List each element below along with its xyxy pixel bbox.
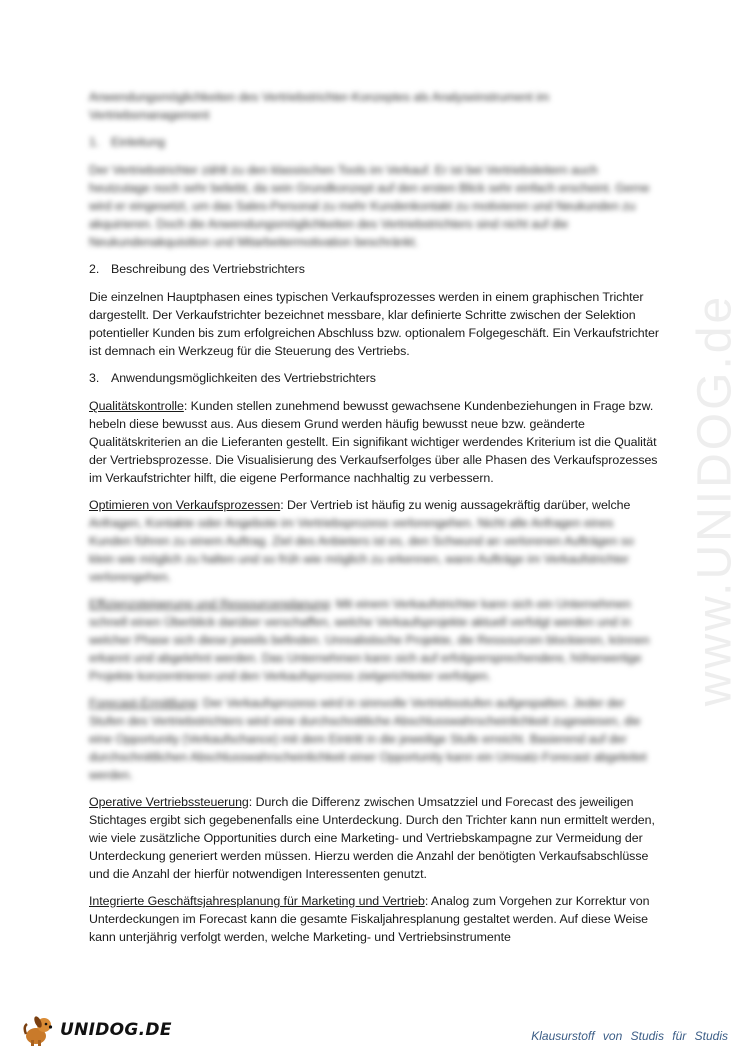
footer-logo[interactable] bbox=[22, 1012, 172, 1048]
section-number: 2. bbox=[89, 262, 100, 276]
section-1-paragraph: Der Vertriebstrichter zählt zu den klassischen Tools im Verkauf. Er ist bei Vertriebsleitern auch heutzutage noch sehr beliebt, da sein Grundkonzept auf den ersten Blick sehr einfach erscheint. Gerne wird er eingesetzt, um das Sales-Personal zu mehr Kundenkontakt zu motivieren und Neukunden zu akquirieren. Doch die Anwendungsmöglichkeiten des Vertriebstrichters sind nicht auf die Neukundenakquisition und Mitarbeitermotivation beschränkt. bbox=[89, 163, 650, 249]
section-number: 3. bbox=[89, 371, 100, 385]
logo-text: UNIDOG.DE bbox=[60, 1020, 172, 1040]
document-body bbox=[89, 88, 659, 955]
paragraph-text: : Mit einem Verkaufstrichter kann sich ein Unternehmen schnell einen Überblick darüber verschaffen, welche Verkaufsprojekte aktuell verfolgt werden und in welcher Phase sich diese jeweils befinden. Unrealistische Projekte, die Ressourcen blockieren, können erkannt und abgelehnt werden. Das Unternehmen kann sich auf erfolgversprechendere, höherwertige Projekte konzentrieren und den Verkaufsprozess zielgerichteter verfolgen. bbox=[89, 597, 650, 683]
section-3-heading bbox=[89, 369, 659, 387]
term-label: Integrierte Geschäftsjahresplanung für Marketing und Vertrieb bbox=[89, 894, 425, 908]
paragraph-text: : Analog zum Vorgehen zur Korrektur von Unterdeckungen im Forecast kann die gesamte Fiskaljahresplanung gestaltet werden. Auf diese Weise kann unterjährig verfolgt werden, welche Marketing- und Vertriebsinstrumente bbox=[89, 894, 650, 944]
section-title: Einleitung bbox=[111, 135, 165, 149]
paragraph-text: : Durch die Differenz zwischen Umsatzziel und Forecast des jeweiligen Stichtages ergibt sich gegebenenfalls eine Unterdeckung. Durch den Trichter kann nun ermittelt werden, wie viele zusätzliche Opportunities durch eine Marketing- und Vertriebskampagne zur Vermeidung der Unterdeckung generiert werden müssen. Hierzu werden die Anzahl der benötigten Verkaufsabschlüsse und die Anzahl der hierfür notwendigen Interessenten genutzt. bbox=[89, 795, 655, 881]
watermark: www.UNIDOG.de bbox=[688, 293, 742, 707]
section-2-heading bbox=[89, 260, 659, 278]
term-label: Effizienzsteigerung und Ressourcenplanung bbox=[89, 597, 330, 611]
section-title: Beschreibung des Vertriebstrichters bbox=[111, 262, 305, 276]
paragraph-text-blurred: Anfragen, Kontakte oder Angebote im Vertriebsprozess verlorengehen. Nicht alle Anfragen eines Kunden führen zu einem Auftrag. Ziel des Anbieters ist es, den Schwund an verlorenen Aufträgen so klein wie möglich zu halten und so früh wie möglich zu erkennen, wann Aufträge im Verkaufstrichter verlorengehen. bbox=[89, 516, 634, 584]
paragraph-text: : Der Vertrieb ist häufig zu wenig aussagekräftig darüber, welche bbox=[280, 498, 631, 512]
section-2-paragraph: Die einzelnen Hauptphasen eines typischen Verkaufsprozesses werden in einem graphischen Trichter dargestellt. Der Verkaufstrichter bezeichnet messbare, klar definierte Schritte zwischen der Selektion potentieller Kunden bis zum erfolgreichen Abschluss bzw. optionalem Folgegeschäft. Ein Verkaufstrichter ist demnach ein Werkzeug für die Steuerung des Vertriebs. bbox=[89, 290, 659, 358]
section-title: Anwendungsmöglichkeiten des Vertriebstrichters bbox=[111, 371, 376, 385]
paragraph-geschaeftsjahresplanung bbox=[89, 892, 659, 946]
term-label: Forecast-Ermittlung bbox=[89, 696, 197, 710]
dog-icon bbox=[22, 1013, 56, 1047]
footer-slogan: Klausurstoff von Studis für Studis bbox=[531, 1029, 728, 1043]
document-title: Anwendungsmöglichkeiten des Vertriebstrichter-Konzeptes als Analyseinstrument im Vertriebsmanagement bbox=[89, 90, 550, 122]
section-1-heading bbox=[89, 133, 659, 151]
paragraph-effizienz bbox=[89, 595, 659, 685]
term-label: Operative Vertriebssteuerung bbox=[89, 795, 249, 809]
paragraph-vertriebssteuerung bbox=[89, 793, 659, 883]
paragraph-text: : Der Verkaufsprozess wird in sinnvolle Vertriebsstufen aufgespalten. Jeder der Stufen des Vertriebstrichters wird eine durchschnittliche Abschlusswahrscheinlichkeit zugewiesen, die eine Opportunity (Verkaufschance) mit dem Eintritt in die jeweilige Stufe erreicht. Basierend auf der durchschnittlichen Abschlusswahrscheinlichkeit einer Opportunity kann ein Umsatz-Forecast abgeleitet werden. bbox=[89, 696, 647, 782]
paragraph-qualitaetskontrolle bbox=[89, 397, 659, 487]
paragraph-forecast bbox=[89, 694, 659, 784]
term-label: Optimieren von Verkaufsprozessen bbox=[89, 498, 281, 512]
paragraph-text: : Kunden stellen zunehmend bewusst gewachsene Kundenbeziehungen in Frage bzw. hebeln diese bewusst aus. Aus diesem Grund werden häufig bewusst neue bzw. geänderte Qualitätskriterien an die Lieferanten gestellt. Ein signifikant wichtiger werdendes Kriterium ist die Qualität der Vertriebsprozesse. Die Visualisierung des Verkaufserfolges über alle Phasen des Verkaufsprozesses im Verkaufstrichter hilft, die eigene Performance nachhaltig zu verbessern. bbox=[89, 399, 658, 485]
term-label: Qualitätskontrolle bbox=[89, 399, 184, 413]
paragraph-optimieren bbox=[89, 496, 659, 586]
section-number: 1. bbox=[89, 135, 100, 149]
